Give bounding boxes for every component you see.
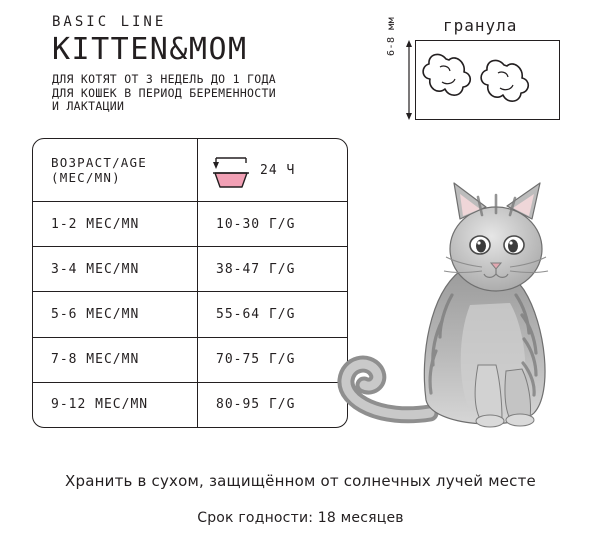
shelf-life-text: Срок годности: 18 месяцев	[197, 510, 404, 526]
row-amount: 80-95 Г/G	[216, 397, 296, 413]
subtitle-line-1: ДЛЯ КОТЯТ ОТ 3 НЕДЕЛЬ ДО 1 ГОДА	[52, 72, 276, 86]
row-age: 5-6 МЕС/MN	[33, 292, 198, 336]
subtitle-line-3: И ЛАКТАЦИИ	[52, 99, 125, 113]
row-age: 9-12 МЕС/MN	[33, 383, 198, 427]
row-amount: 55-64 Г/G	[216, 307, 296, 322]
granule-title: гранула	[443, 16, 518, 35]
row-age: 7-8 МЕС/MN	[33, 338, 198, 382]
granule-dimension-arrow	[404, 40, 414, 120]
subtitle-line-2: ДЛЯ КОШЕК В ПЕРИОД БЕРЕМЕННОСТИ	[52, 85, 276, 100]
basic-line-label: BASIC LINE	[52, 14, 167, 30]
table-header-row	[33, 139, 347, 202]
granule-frame	[415, 40, 560, 120]
table-row	[33, 202, 347, 247]
row-age: 3-4 МЕС/MN	[33, 247, 198, 291]
table-row	[33, 383, 347, 427]
brand-title: KITTEN&MOM	[52, 32, 248, 67]
header-block	[52, 14, 372, 114]
row-amount: 38-47 Г/G	[216, 261, 296, 277]
kitten-illustration	[310, 175, 590, 445]
table-header-age-cell	[33, 139, 198, 201]
kibble-shapes-icon	[416, 41, 559, 119]
table-row	[33, 338, 347, 383]
food-bowl-icon	[208, 149, 254, 191]
table-header-age-line-1: ВОЗРАСТ/AGE	[51, 155, 147, 170]
row-amount: 70-75 Г/G	[216, 352, 296, 368]
row-age: 1-2 МЕС/MN	[33, 202, 198, 246]
feeding-hours-label: 24 Ч	[260, 162, 296, 178]
table-header-age-line-2: (МЕС/MN)	[51, 170, 121, 185]
table-row	[33, 247, 347, 292]
storage-instructions: Хранить в сухом, защищённом от солнечных лучей месте	[65, 472, 536, 490]
feeding-table	[32, 138, 348, 428]
granule-size-label: 6-8 мм	[386, 16, 397, 56]
row-amount: 10-30 Г/G	[216, 216, 296, 232]
table-row	[33, 292, 347, 337]
granule-block	[388, 16, 573, 126]
